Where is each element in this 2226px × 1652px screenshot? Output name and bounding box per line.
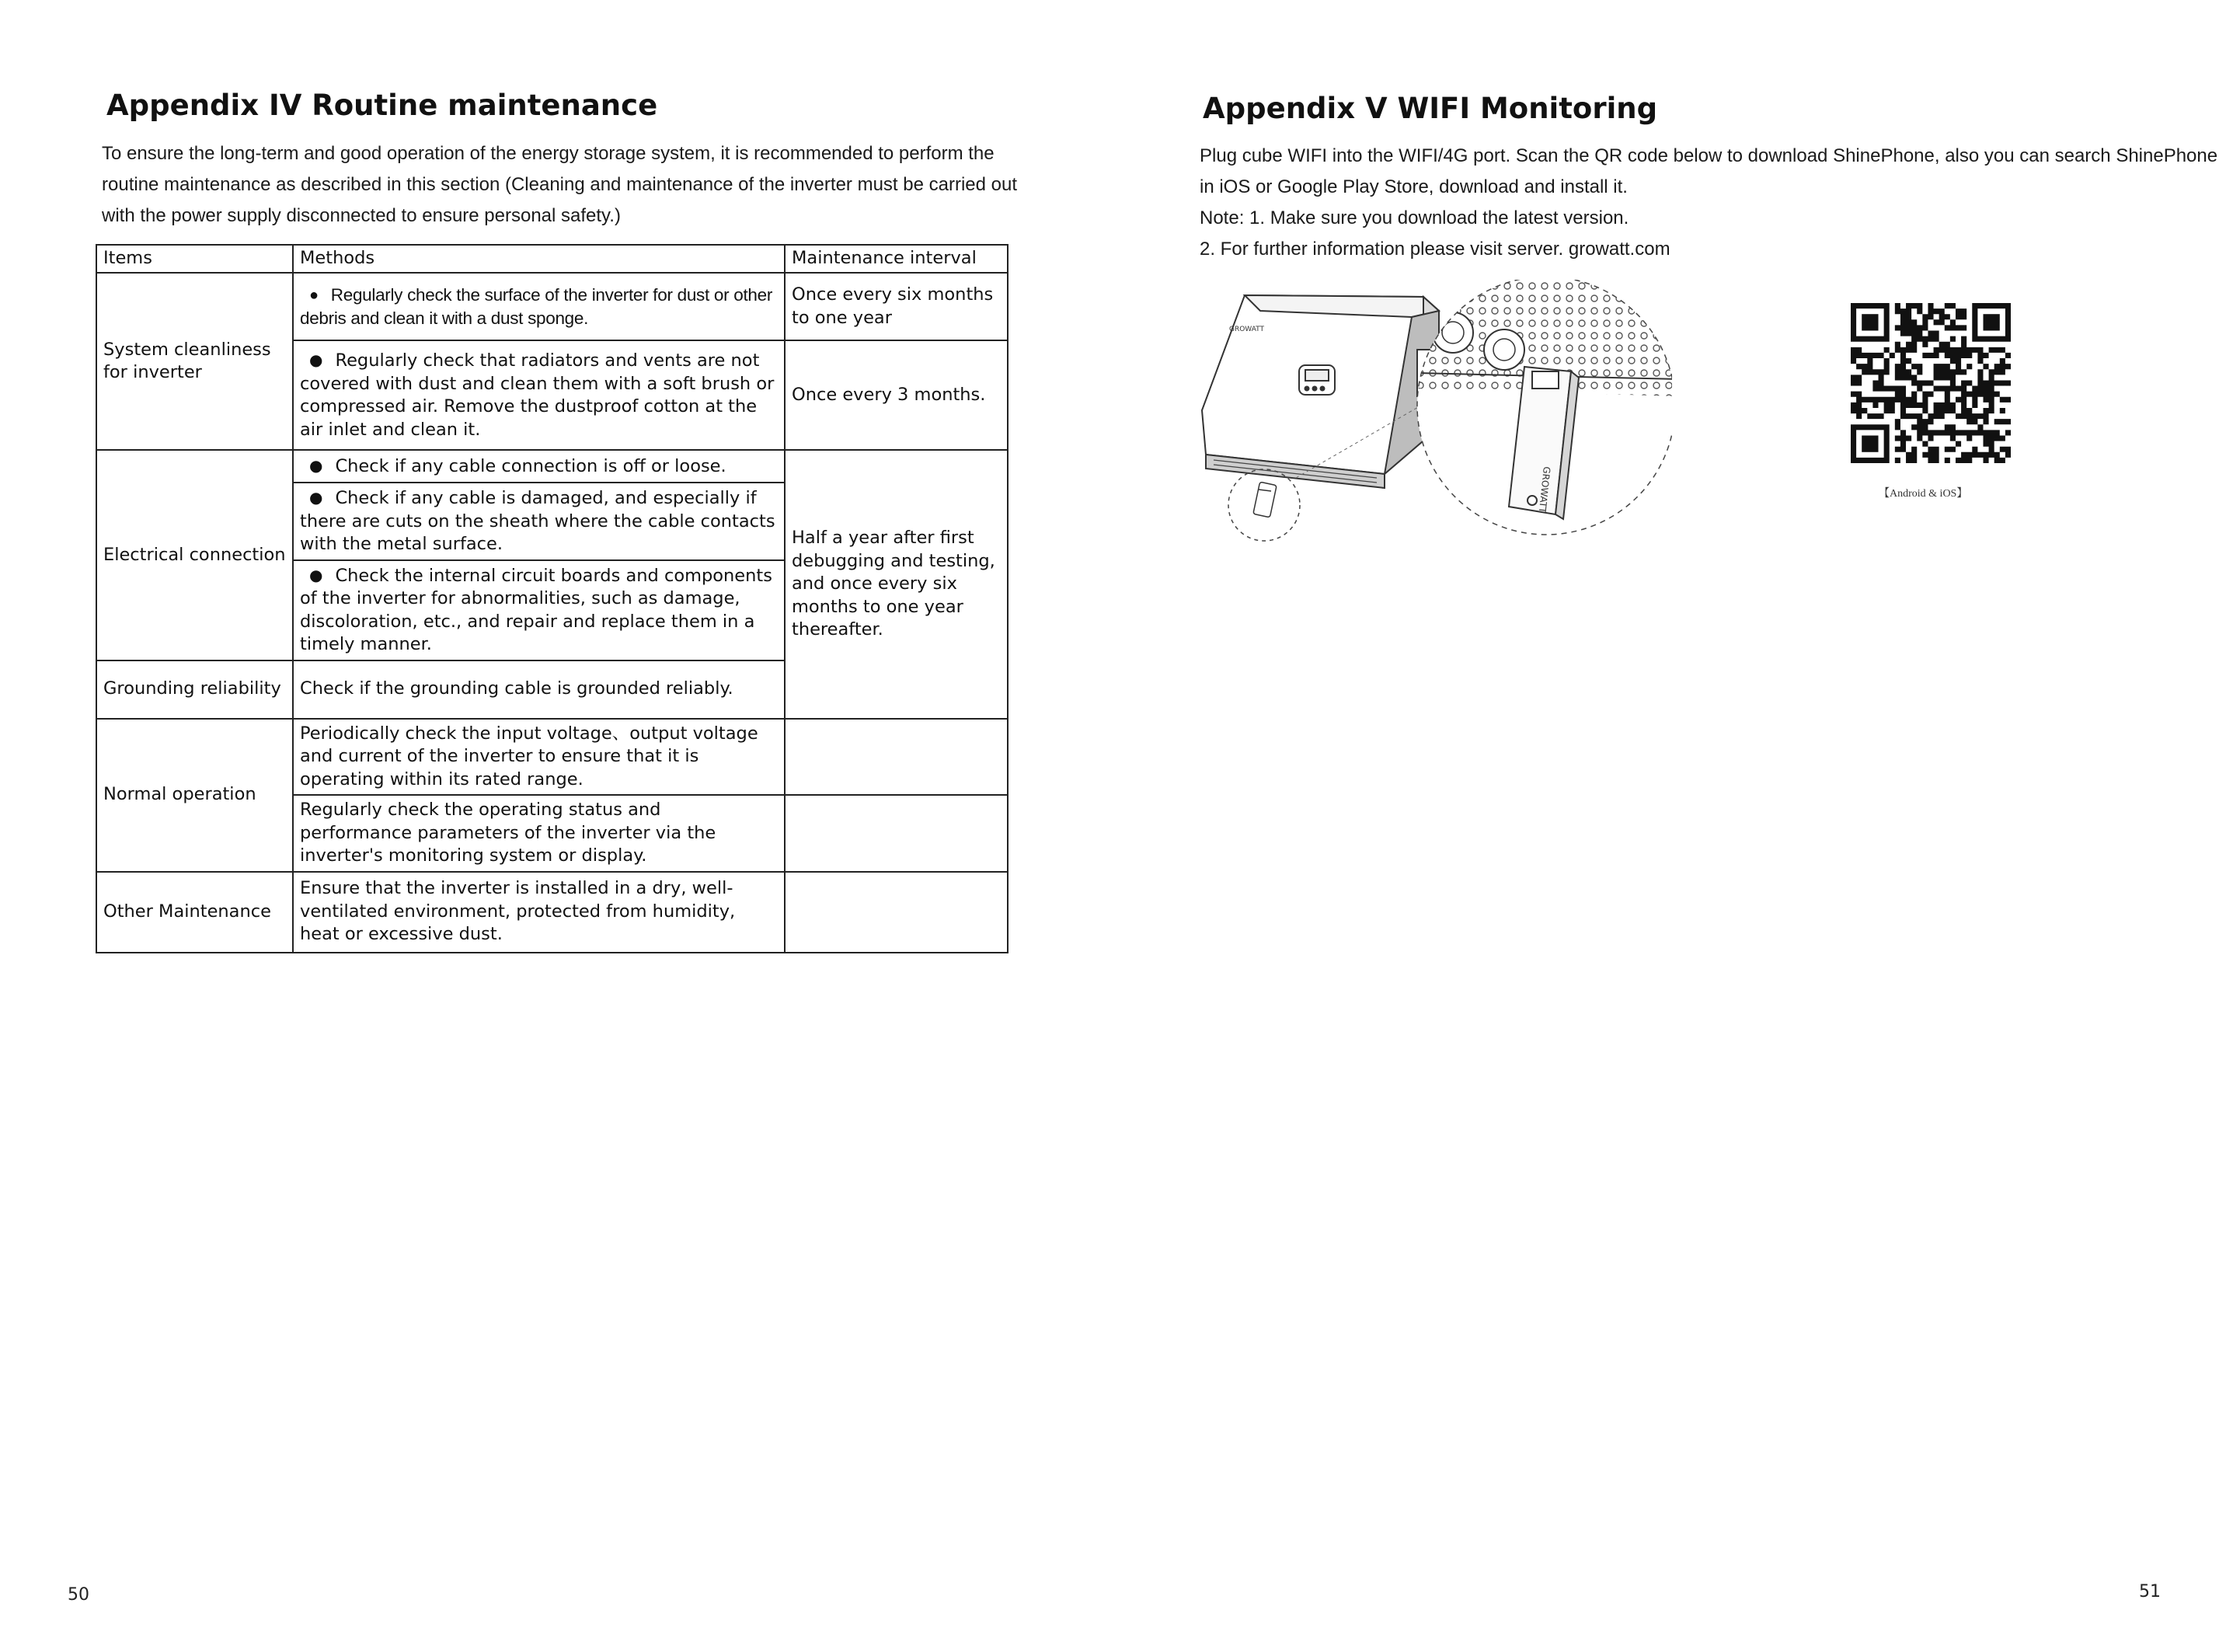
- method-text: Check if any cable is damaged, and especially if there are cuts on the sheath where the cable contacts with the metal surface.: [300, 488, 775, 554]
- interval-cell: [785, 872, 1008, 953]
- bullet-icon: ●: [309, 350, 323, 369]
- method-cell: [293, 273, 785, 340]
- svg-text:GROWATT: GROWATT: [1229, 326, 1265, 333]
- table-row: [96, 450, 1008, 483]
- interval-cell: [785, 719, 1008, 796]
- qr-finder-pattern: [1975, 306, 2008, 340]
- appendix-v-title: Appendix V WIFI Monitoring: [1203, 92, 1658, 125]
- qr-caption: 【Android & iOS】: [1879, 488, 1968, 500]
- bullet-icon: ●: [309, 565, 323, 584]
- header-items: Items: [96, 245, 293, 273]
- intro-line: with the power supply disconnected to ensure personal safety.): [102, 205, 621, 226]
- interval-cell: [785, 795, 1008, 872]
- item-cell: Electrical connection: [96, 450, 293, 660]
- inverter-wifi-illustration: [1190, 280, 1672, 544]
- method-cell: Ensure that the inverter is installed in a dry, well-ventilated environment, protected from humidity, heat or excessive dust.: [293, 872, 785, 953]
- table-row: [96, 872, 1008, 953]
- svg-text:GROWATT: GROWATT: [1536, 465, 1552, 514]
- table-row: [96, 719, 1008, 796]
- method-text: Check the internal circuit boards and components of the inverter for abnormalities, such as damage, discoloration, etc., and repair and replace them in a timely manner.: [300, 565, 772, 654]
- bullet-icon: ●: [309, 488, 323, 507]
- item-cell: Other Maintenance: [96, 872, 293, 953]
- header-methods: Methods: [293, 245, 785, 273]
- instruction-line: 2. For further information please visit server. growatt.com: [1200, 239, 1670, 260]
- inverter-icon: [1202, 295, 1439, 488]
- method-text: Regularly check the surface of the inverter for dust or other debris and clean it with a dust sponge.: [300, 284, 773, 328]
- qr-code[interactable]: [1851, 303, 2011, 463]
- item-cell: Normal operation: [96, 719, 293, 872]
- qr-finder-pattern: [1854, 427, 1887, 461]
- intro-paragraph: [102, 138, 1017, 232]
- page-number: 51: [2139, 1582, 2161, 1601]
- interval-cell: Once every six months to one year: [785, 273, 1008, 340]
- intro-line: To ensure the long-term and good operation of the energy storage system, it is recommended to perform the: [102, 143, 995, 164]
- instruction-line: Plug cube WIFI into the WIFI/4G port. Scan the QR code below to download ShinePhone, also you can search ShinePhone: [1200, 145, 2218, 166]
- method-cell: [293, 340, 785, 450]
- table-header-row: [96, 245, 1008, 273]
- method-cell: Periodically check the input voltage、output voltage and current of the inverter to ensure that it is operating within its rated range.: [293, 719, 785, 796]
- method-text: Regularly check that radiators and vents are not covered with dust and clean them with a soft brush or compressed air. Remove the dustproof cotton at the air inlet and clean it.: [300, 350, 775, 440]
- method-cell: Check if the grounding cable is grounded reliably.: [293, 660, 785, 719]
- bullet-icon: ●: [309, 286, 319, 304]
- header-interval: Maintenance interval: [785, 245, 1008, 273]
- qr-finder-pattern: [1854, 306, 1887, 340]
- interval-cell: Once every 3 months.: [785, 340, 1008, 450]
- method-cell: [293, 483, 785, 560]
- item-cell: System cleanliness for inverter: [96, 273, 293, 450]
- instruction-line: in iOS or Google Play Store, download and install it.: [1200, 176, 1628, 197]
- bullet-icon: ●: [309, 455, 323, 475]
- wifi-instructions: [1200, 141, 2217, 265]
- method-cell: Regularly check the operating status and performance parameters of the inverter via the inverter's monitoring system or display.: [293, 795, 785, 872]
- interval-cell: Half a year after first debugging and testing, and once every six months to one year thereafter.: [785, 450, 1008, 719]
- intro-line: routine maintenance as described in this section (Cleaning and maintenance of the inverter must be carried out: [102, 174, 1018, 195]
- method-text: Check if any cable connection is off or loose.: [335, 455, 726, 476]
- maintenance-table: [96, 244, 1008, 953]
- appendix-iv-title: Appendix IV Routine maintenance: [106, 89, 658, 122]
- item-cell: Grounding reliability: [96, 660, 293, 719]
- wifi-stick-small-icon: [1253, 482, 1277, 518]
- method-cell: [293, 560, 785, 660]
- table-row: [96, 273, 1008, 340]
- instruction-line: Note: 1. Make sure you download the latest version.: [1200, 207, 1629, 228]
- method-cell: [293, 450, 785, 483]
- page-number: 50: [68, 1585, 89, 1605]
- right-page: [1113, 0, 2226, 1652]
